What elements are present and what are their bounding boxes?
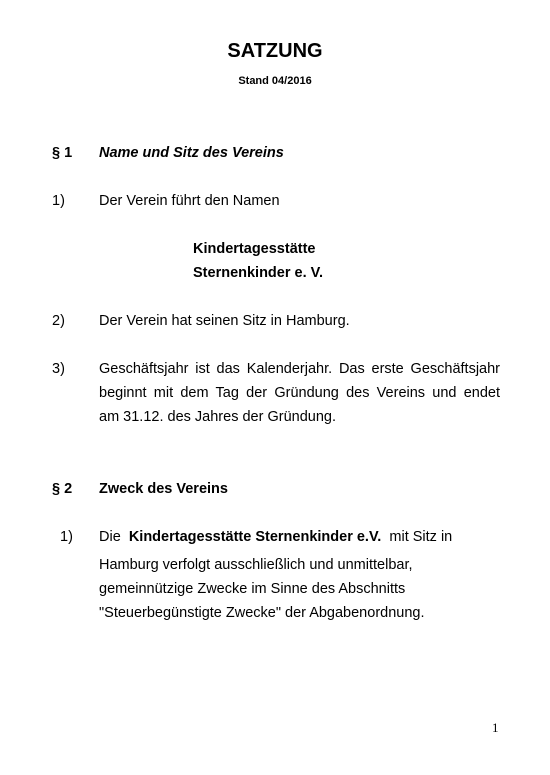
section-1-item-3-line-3: am 31.12. des Jahres der Gründung. <box>99 409 336 425</box>
section-1-item-3-line-2: beginnt mit dem Tag der Gründung des Vereins und endet <box>99 385 500 401</box>
document-subtitle: Stand 04/2016 <box>238 75 312 87</box>
section-2-item-1-line-2: Hamburg verfolgt ausschließlich und unmittelbar, <box>99 557 413 573</box>
association-name-line-2: Sternenkinder e. V. <box>193 265 324 281</box>
section-1-item-2-number: 2) <box>52 313 65 329</box>
section-1-number: § 1 <box>52 145 73 161</box>
section-2-item-1-line-4: "Steuerbegünstigte Zwecke" der Abgabenordnung. <box>99 605 425 621</box>
section-2-title: Zweck des Vereins <box>99 481 228 497</box>
section-2-item-1-number: 1) <box>60 529 73 545</box>
section-1-item-3-line-1: Geschäftsjahr ist das Kalenderjahr. Das erste Geschäftsjahr <box>99 361 500 377</box>
section-2-item-1-prefix: Die <box>99 529 121 545</box>
section-2-item-1-suffix: mit Sitz in <box>389 529 453 545</box>
page-number: 1 <box>492 720 499 735</box>
section-1-item-3-number: 3) <box>52 361 65 377</box>
section-1-item-1-text: Der Verein führt den Namen <box>99 193 280 209</box>
section-2-item-1-line-3: gemeinnützige Zwecke im Sinne des Abschnitts <box>99 581 406 597</box>
section-1-item-1-number: 1) <box>52 193 65 209</box>
section-2-item-1-line-1 <box>99 529 452 545</box>
section-2-number: § 2 <box>52 481 73 497</box>
association-name-line-1: Kindertagesstätte <box>193 241 316 257</box>
section-1-item-2-text: Der Verein hat seinen Sitz in Hamburg. <box>99 313 350 329</box>
section-2-item-1-association-name: Kindertagesstätte Sternenkinder e.V. <box>128 529 382 545</box>
section-1-title: Name und Sitz des Vereins <box>99 145 284 161</box>
document-title: SATZUNG <box>227 40 323 62</box>
